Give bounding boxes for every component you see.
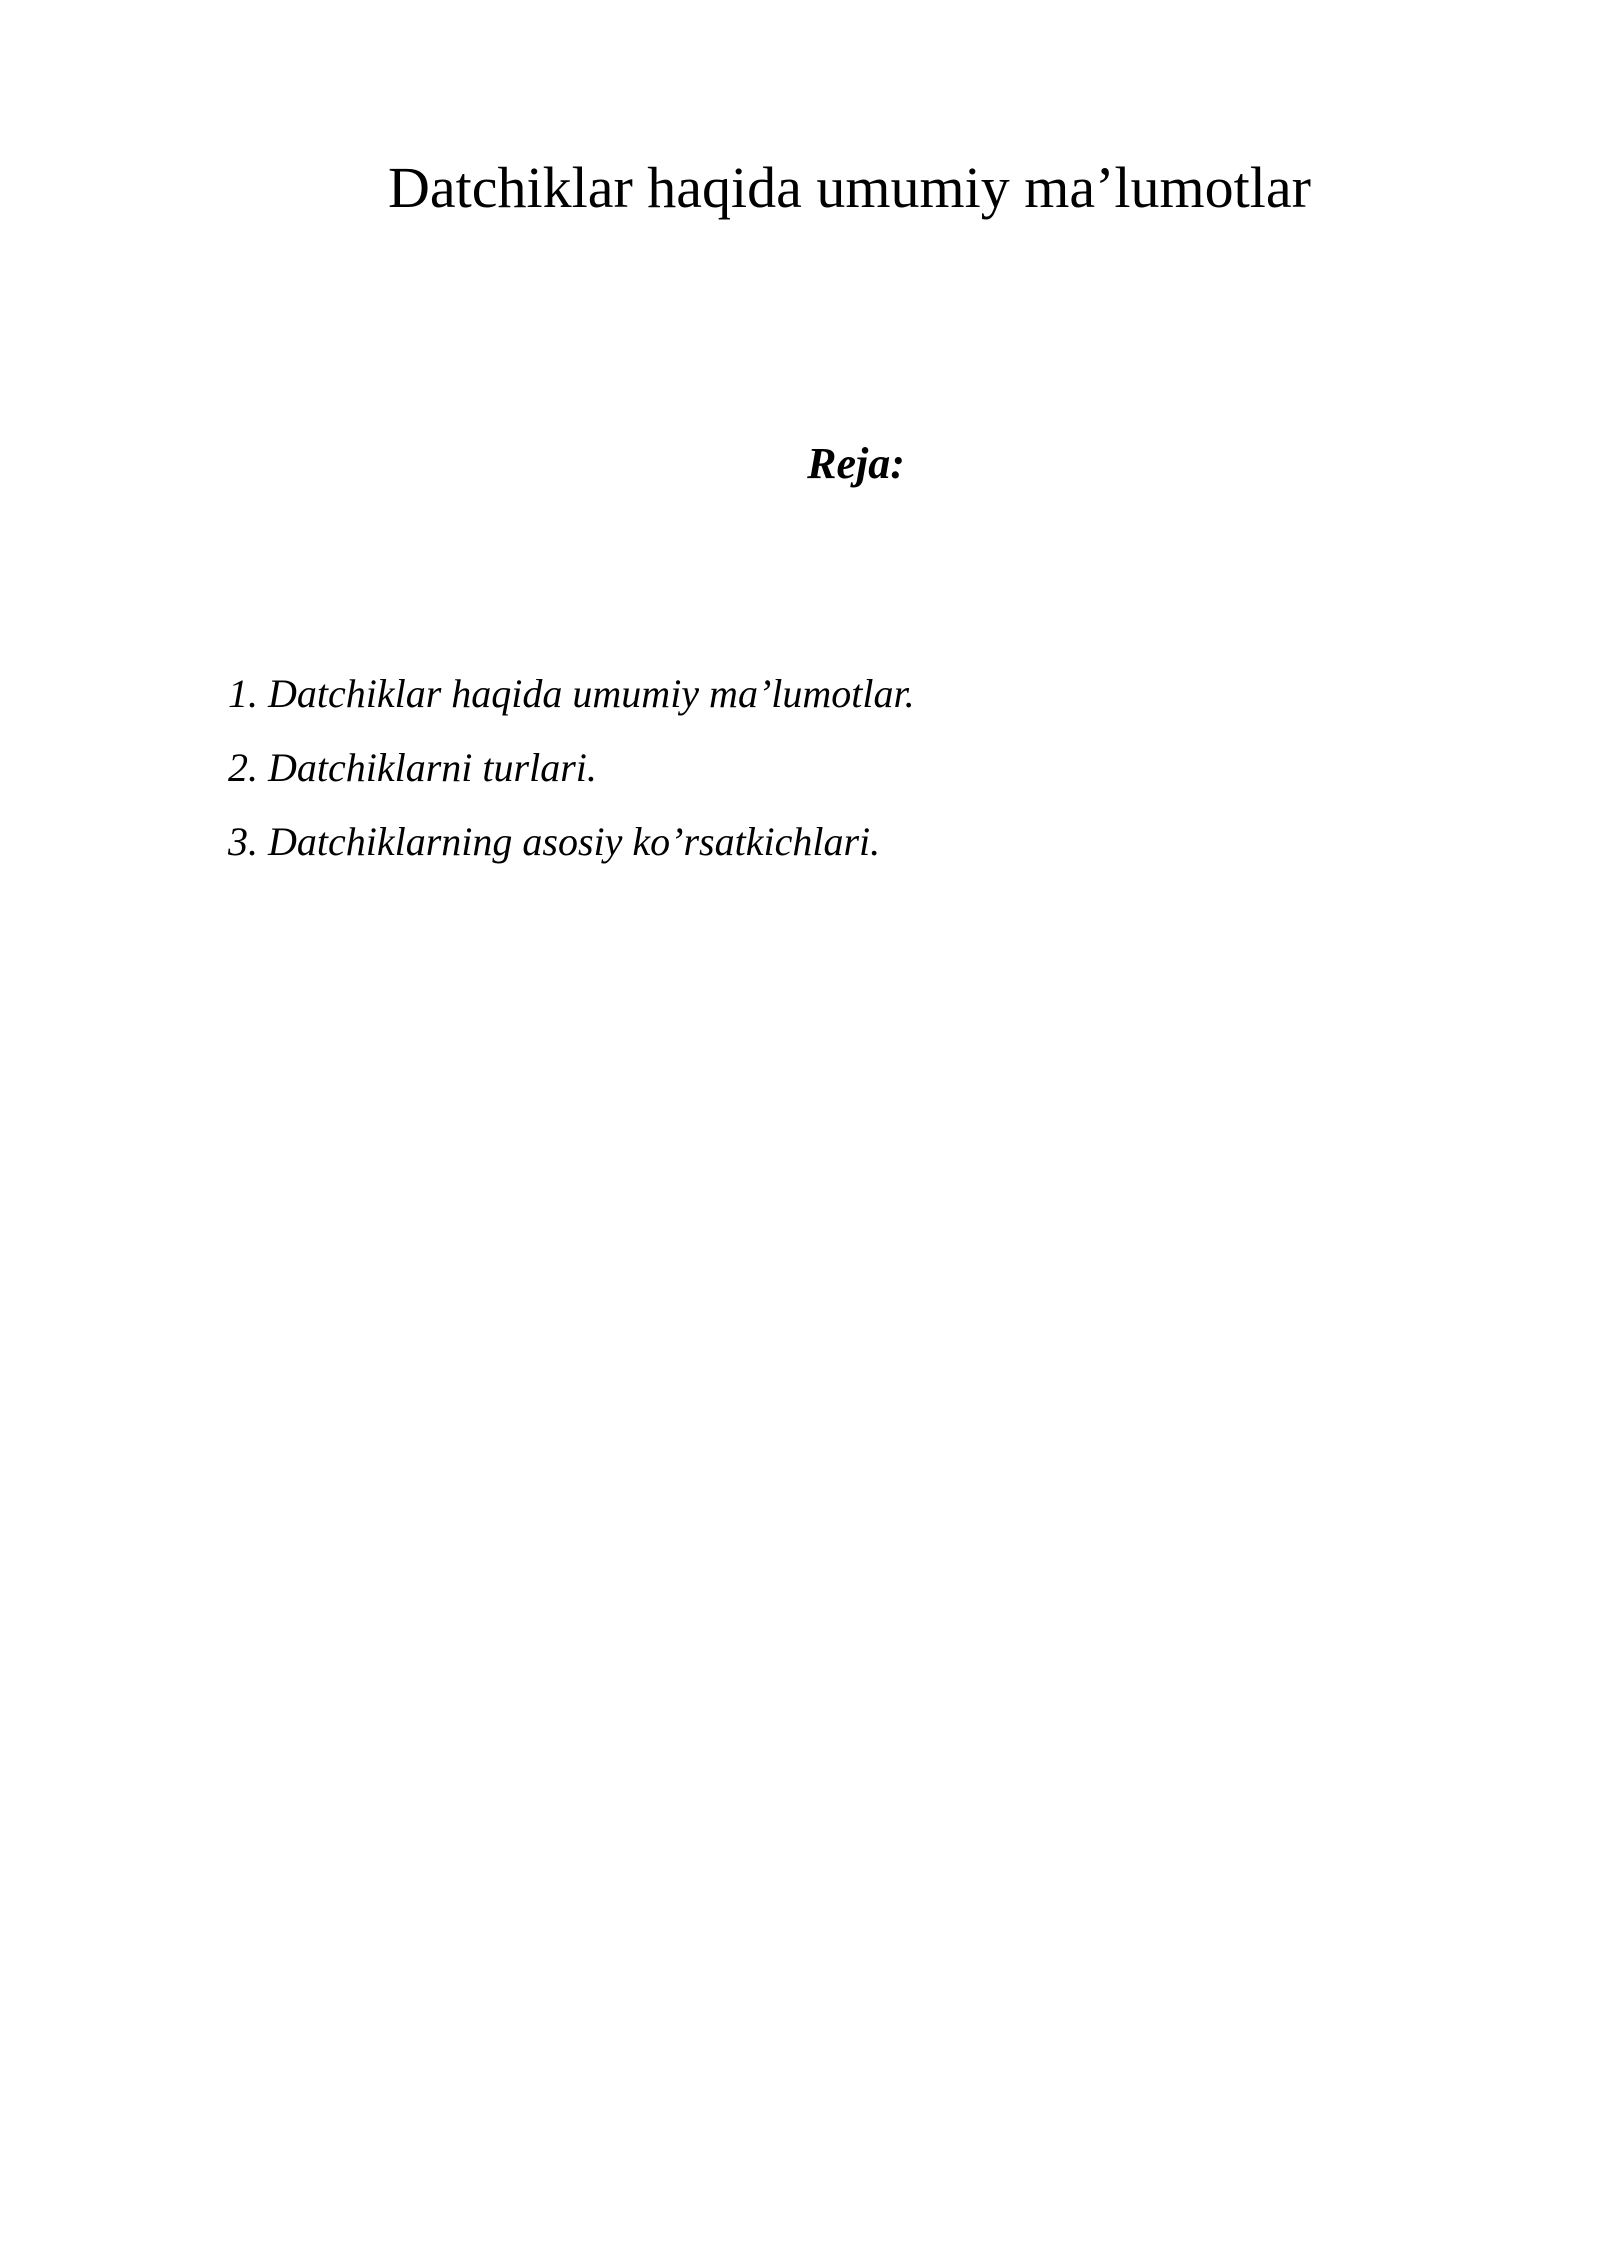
document-title: Datchiklar haqida umumiy ma’lumotlar bbox=[388, 155, 1311, 220]
plan-item-number: 1. bbox=[228, 671, 258, 716]
plan-heading: Reja: bbox=[807, 439, 905, 488]
plan-item-number: 3. bbox=[228, 819, 258, 864]
plan-item-number: 2. bbox=[228, 745, 258, 790]
plan-item bbox=[228, 733, 915, 807]
plan-item bbox=[228, 807, 915, 881]
plan-item-text: Datchiklarni turlari. bbox=[268, 745, 597, 790]
plan-item bbox=[228, 659, 915, 733]
plan-item-text: Datchiklarning asosiy ko’rsatkichlari. bbox=[268, 819, 881, 864]
plan-item-text: Datchiklar haqida umumiy ma’lumotlar. bbox=[268, 671, 915, 716]
plan-list bbox=[228, 659, 915, 881]
